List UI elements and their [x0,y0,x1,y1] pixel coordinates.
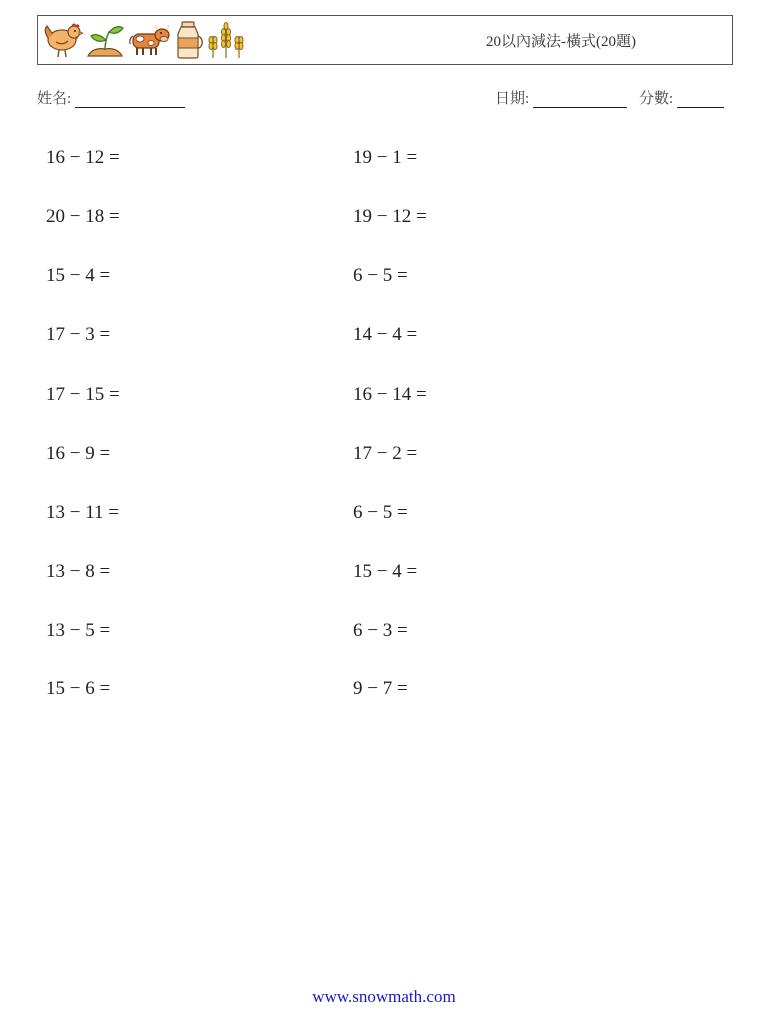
problem-left: 20 − 18 = [46,206,120,227]
problem-left: 13 − 5 = [46,620,111,641]
footer [0,987,768,1007]
problem-right: 9 − 7 = [353,678,408,699]
problem-right: 19 − 12 = [353,206,427,227]
problem-right: 19 − 1 = [353,147,418,168]
problem-right: 14 − 4 = [353,324,418,345]
name-label: 姓名: [37,91,72,107]
wheat-icon [205,20,247,60]
problem-left: 16 − 12 = [46,147,120,168]
milk-jug-icon [173,20,203,60]
sprout-icon [85,20,125,60]
footer-link[interactable]: www.snowmath.com [312,987,456,1006]
problem-left: 17 − 15 = [46,384,120,405]
problem-right: 6 − 5 = [353,265,408,286]
problem-left: 15 − 4 = [46,265,111,286]
worksheet-header [37,15,733,65]
score-label: 分數: [639,91,674,107]
problem-right: 17 − 2 = [353,443,418,464]
problem-left: 13 − 8 = [46,561,111,582]
problem-right: 6 − 5 = [353,502,408,523]
problem-left: 16 − 9 = [46,443,111,464]
name-field [37,90,185,108]
farm-icon-strip [41,20,247,60]
score-field [639,90,724,108]
hen-icon [41,20,83,60]
problem-right: 6 − 3 = [353,620,408,641]
worksheet-title: 20以內減法-橫式(20題) [486,34,636,50]
problem-left: 15 − 6 = [46,678,111,699]
cow-icon [127,20,171,60]
problem-right: 15 − 4 = [353,561,418,582]
problem-left: 17 − 3 = [46,324,111,345]
score-blank[interactable] [677,93,724,108]
problem-right: 16 − 14 = [353,384,427,405]
date-blank[interactable] [533,93,627,108]
date-label: 日期: [495,91,530,107]
problem-left: 13 − 11 = [46,502,119,523]
date-field [495,90,627,108]
name-blank[interactable] [75,93,185,108]
